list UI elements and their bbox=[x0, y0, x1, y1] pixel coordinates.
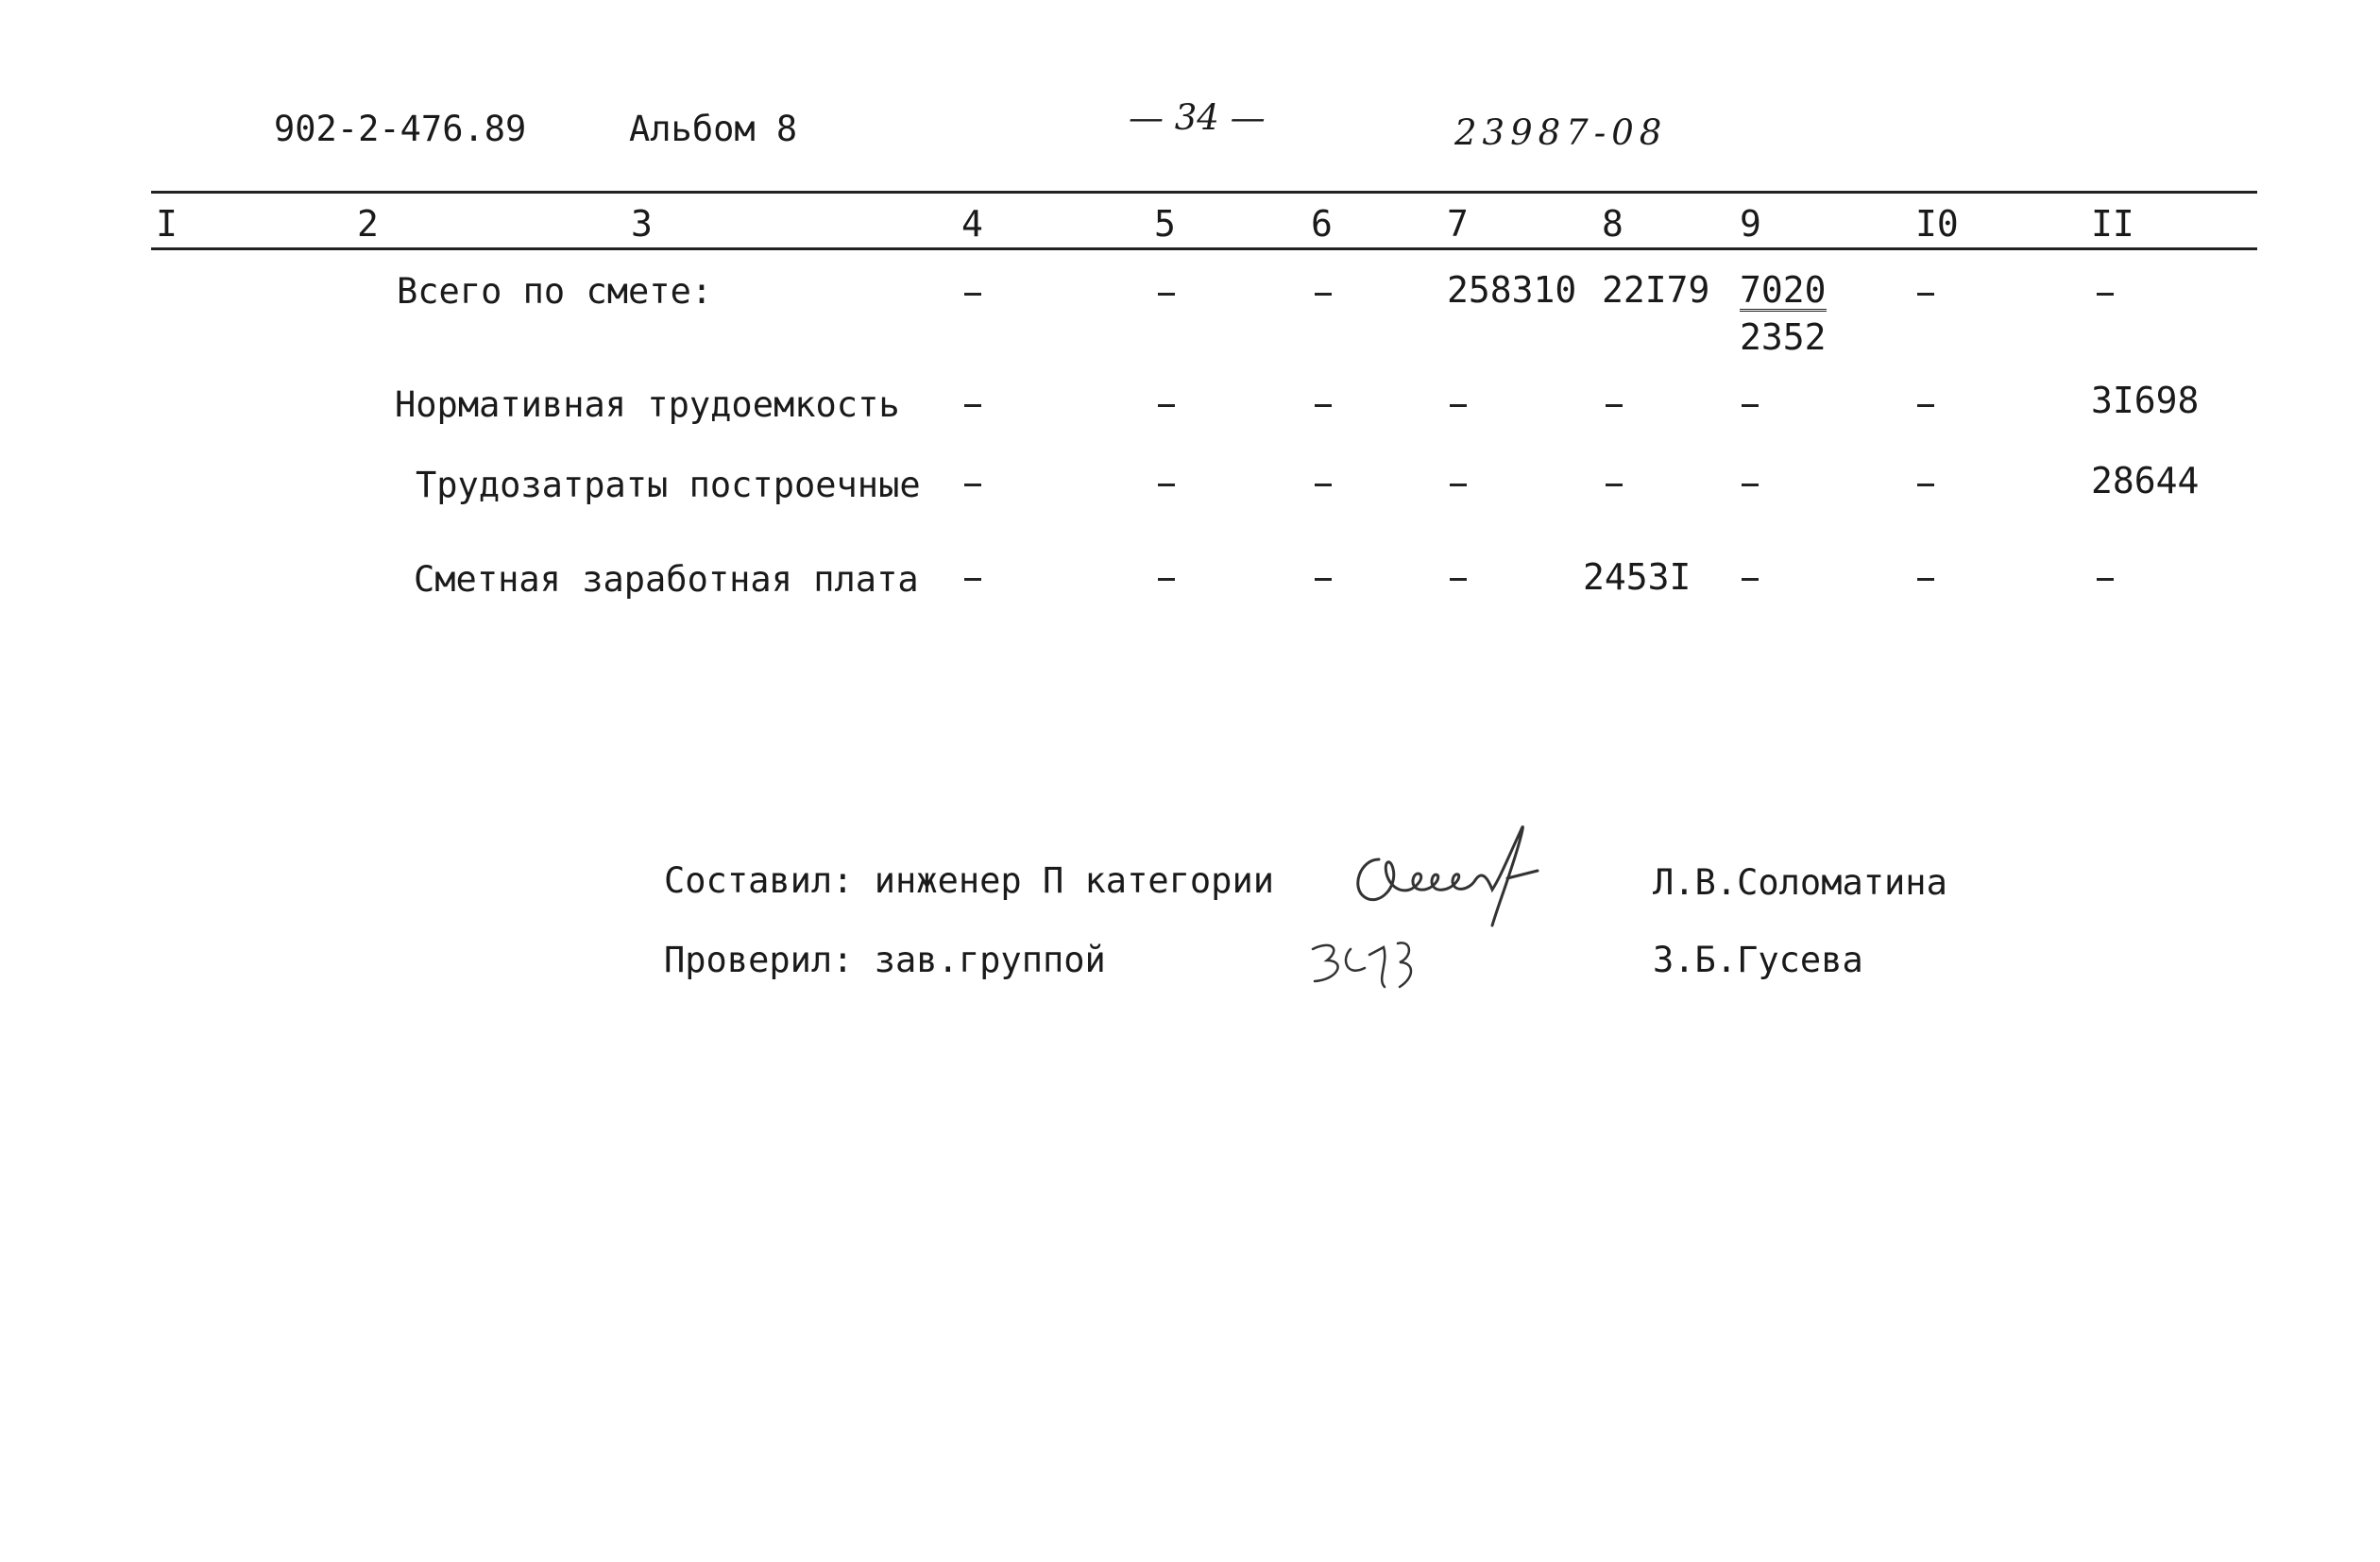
dash-cell bbox=[1606, 484, 1623, 486]
checked-by-name: З.Б.Гусева bbox=[1653, 940, 1863, 980]
album-label: Альбом 8 bbox=[629, 109, 798, 149]
cell-value: 22I79 bbox=[1602, 269, 1710, 311]
row-label-total: Всего по смете: bbox=[397, 271, 713, 312]
dash-cell bbox=[2097, 578, 2114, 581]
column-number-10: I0 bbox=[1915, 203, 1959, 245]
row-label-estimated-wages: Сметная заработная плата bbox=[414, 559, 919, 600]
dash-cell bbox=[1315, 484, 1332, 486]
row-label-normative-labor: Нормативная трудоемкость bbox=[395, 384, 900, 425]
column-number-3: 3 bbox=[631, 203, 653, 245]
column-number-9: 9 bbox=[1740, 203, 1761, 245]
cell-value: 28644 bbox=[2091, 460, 2200, 501]
column-number-4: 4 bbox=[961, 203, 983, 245]
dash-cell bbox=[1917, 404, 1934, 407]
dash-cell bbox=[1606, 404, 1623, 407]
column-number-11: II bbox=[2091, 203, 2134, 245]
column-number-7: 7 bbox=[1447, 203, 1469, 245]
page-number: — 34 — bbox=[1129, 97, 1266, 138]
dash-cell bbox=[1742, 484, 1759, 486]
compiled-by-label: Составил: инженер П категории bbox=[664, 860, 1275, 901]
dash-cell bbox=[1158, 578, 1175, 581]
dash-cell bbox=[964, 484, 981, 486]
cell-value: 2453I bbox=[1583, 556, 1692, 598]
cell-value: 258310 bbox=[1447, 269, 1577, 311]
dash-cell bbox=[1917, 293, 1934, 296]
dash-cell bbox=[964, 578, 981, 581]
dash-cell bbox=[1742, 578, 1759, 581]
dash-cell bbox=[1450, 404, 1467, 407]
dash-cell bbox=[1917, 578, 1934, 581]
column-number-8: 8 bbox=[1602, 203, 1624, 245]
dash-cell bbox=[1158, 484, 1175, 486]
dash-cell bbox=[1158, 293, 1175, 296]
column-number-2: 2 bbox=[357, 203, 379, 245]
dash-cell bbox=[1742, 404, 1759, 407]
column-number-1: I bbox=[156, 203, 178, 245]
dash-cell bbox=[964, 293, 981, 296]
column-number-6: 6 bbox=[1311, 203, 1333, 245]
project-code: 902-2-476.89 bbox=[274, 109, 527, 149]
dash-cell bbox=[1450, 484, 1467, 486]
dash-cell bbox=[2097, 293, 2114, 296]
dash-cell bbox=[1315, 578, 1332, 581]
dash-cell bbox=[964, 404, 981, 407]
table-header-rule bbox=[151, 247, 2257, 250]
cell-value: 3I698 bbox=[2091, 380, 2200, 421]
column-number-5: 5 bbox=[1154, 203, 1176, 245]
signature-compiler bbox=[1341, 803, 1606, 935]
checked-by-label: Проверил: зав.группой bbox=[664, 940, 1106, 980]
dash-cell bbox=[1158, 404, 1175, 407]
cell-value-numerator: 7020 bbox=[1740, 269, 1827, 311]
row-label-site-labor: Трудозатраты построечные bbox=[416, 465, 921, 505]
table-top-rule bbox=[151, 191, 2257, 194]
cell-value-denominator: 2352 bbox=[1740, 316, 1827, 358]
dash-cell bbox=[1315, 293, 1332, 296]
dash-cell bbox=[1917, 484, 1934, 486]
compiled-by-name: Л.В.Соломатина bbox=[1653, 862, 1947, 903]
dash-cell bbox=[1450, 578, 1467, 581]
signature-checker bbox=[1294, 921, 1464, 1006]
dash-cell bbox=[1315, 404, 1332, 407]
inventory-number: 23987-08 bbox=[1454, 112, 1668, 153]
